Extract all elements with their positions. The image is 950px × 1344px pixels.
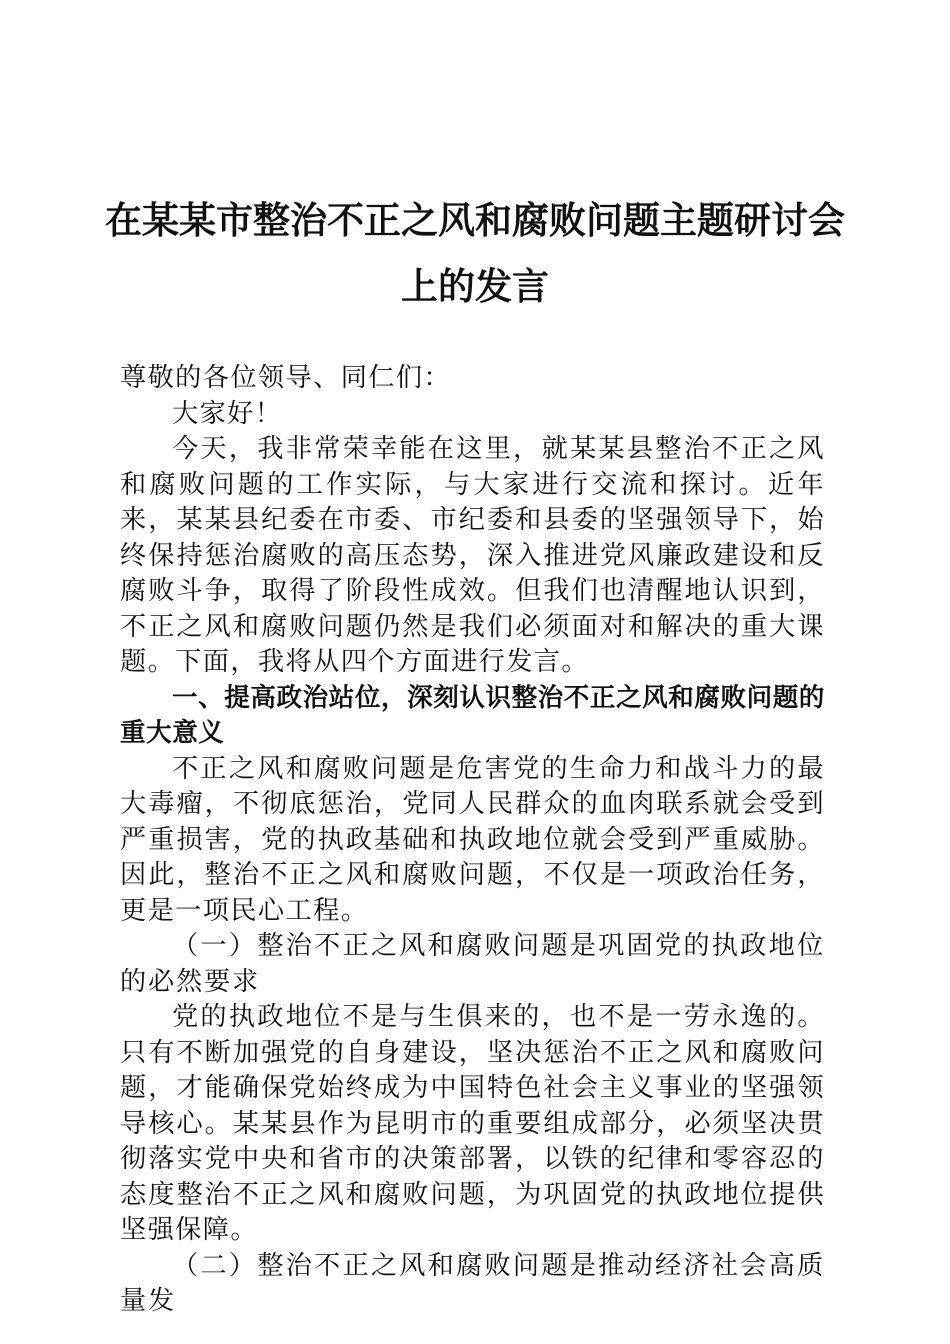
- section-1-paragraph: 不正之风和腐败问题是危害党的生命力和战斗力的最大毒瘤，不彻底惩治，党同人民群众的血肉联系就会受到严重损害，党的执政基础和执政地位就会受到严重威胁。因此，整治不正之风和腐败问题，不仅是一项政治任务，更是一项民心工程。: [120, 753, 825, 926]
- document-title-line-2: 上的发言: [401, 264, 549, 308]
- document-body: [120, 361, 825, 1320]
- document-title-line-1: 在某某市整治不正之风和腐败问题主题研讨会: [105, 198, 845, 242]
- subsection-heading-2: （二）整治不正之风和腐败问题是推动经济社会高质量发: [120, 1250, 825, 1316]
- subsection-heading-1: （一）整治不正之风和腐败问题是巩固党的执政地位的必然要求: [120, 931, 825, 997]
- intro-paragraph: 今天，我非常荣幸能在这里，就某某县整治不正之风和腐败问题的工作实际，与大家进行交流和探讨。近年来，某某县纪委在市委、市纪委和县委的坚强领导下，始终保持惩治腐败的高压态势，深入推进党风廉政建设和反腐败斗争，取得了阶段性成效。但我们也清醒地认识到，不正之风和腐败问题仍然是我们必须面对和解决的重大课题。下面，我将从四个方面进行发言。: [120, 434, 825, 677]
- subsection-1-paragraph: 党的执政地位不是与生俱来的，也不是一劳永逸的。只有不断加强党的自身建设，坚决惩治不正之风和腐败问题，才能确保党始终成为中国特色社会主义事业的坚强领导核心。某某县作为昆明市的重要组成部分，必须坚决贯彻落实党中央和省市的决策部署，以铁的纪律和零容忍的态度整治不正之风和腐败问题，为巩固党的执政地位提供坚强保障。: [120, 1002, 825, 1245]
- section-heading-1: 一、提高政治站位，深刻认识整治不正之风和腐败问题的重大意义: [120, 682, 825, 748]
- greeting: 大家好！: [172, 398, 283, 429]
- salutation: 尊敬的各位领导、同仁们：: [120, 363, 452, 393]
